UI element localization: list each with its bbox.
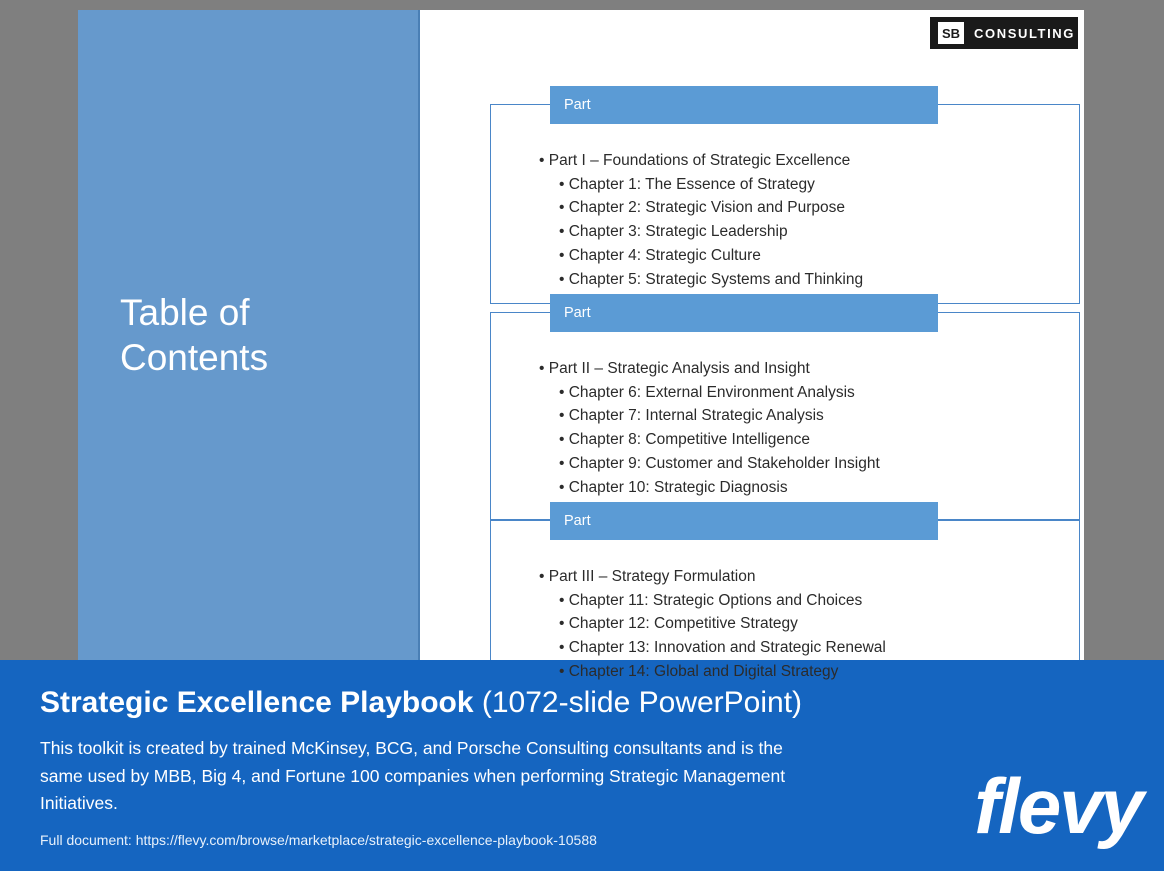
logo-mark: SB	[938, 22, 964, 44]
list-item: • Chapter 12: Competitive Strategy	[539, 612, 1067, 636]
flevy-logo: flevy	[974, 762, 1142, 850]
banner-title-rest: (1072-slide PowerPoint)	[473, 686, 803, 719]
list-item: • Chapter 14: Global and Digital Strategy	[539, 660, 1067, 684]
list-item: • Chapter 1: The Essence of Strategy	[539, 173, 1067, 197]
list-item: • Chapter 7: Internal Strategic Analysis	[539, 404, 1067, 428]
page-title: Table of Contents	[120, 291, 269, 378]
toc-bullet-list	[491, 521, 1079, 698]
toc-bullet-list	[491, 313, 1079, 513]
toc-part-header: Part	[550, 294, 938, 332]
list-item: • Chapter 2: Strategic Vision and Purpose	[539, 196, 1067, 220]
document-link[interactable]: Full document: https://flevy.com/browse/marketplace/strategic-excellence-playbook-10588	[40, 831, 597, 848]
toc-content-area	[418, 10, 1084, 680]
slide-canvas	[78, 10, 1084, 680]
toc-part-header: Part	[550, 502, 938, 540]
banner-description: This toolkit is created by trained McKinsey, BCG, and Porsche Consulting consultants and is the same used by MBB, Big 4, and Fortune 100 companies when performing Strategic Management Initiatives.	[40, 738, 786, 814]
toc-part-body	[490, 312, 1080, 520]
toc-part-body	[490, 520, 1080, 720]
banner-title-bold: Strategic Excellence Playbook	[40, 686, 474, 719]
list-item: • Part II – Strategic Analysis and Insight	[539, 357, 1067, 381]
list-item: • Chapter 3: Strategic Leadership	[539, 220, 1067, 244]
list-item: • Part I – Foundations of Strategic Excellence	[539, 149, 1067, 173]
list-item: • Chapter 8: Competitive Intelligence	[539, 428, 1067, 452]
toc-bullet-list	[491, 105, 1079, 305]
list-item: • Chapter 9: Customer and Stakeholder Insight	[539, 452, 1067, 476]
list-item: • Chapter 5: Strategic Systems and Thinking	[539, 268, 1067, 292]
slide-left-panel	[78, 10, 420, 660]
toc-part-body	[490, 104, 1080, 304]
list-item: • Chapter 11: Strategic Options and Choices	[539, 589, 1067, 613]
list-item: • Chapter 10: Strategic Diagnosis	[539, 476, 1067, 500]
list-item: • Chapter 13: Innovation and Strategic Renewal	[539, 636, 1067, 660]
list-item: • Part III – Strategy Formulation	[539, 565, 1067, 589]
toc-part-header: Part	[550, 86, 938, 124]
list-item: • Chapter 4: Strategic Culture	[539, 244, 1067, 268]
logo-text: CONSULTING	[974, 25, 1075, 41]
list-item: • Chapter 6: External Environment Analysis	[539, 381, 1067, 405]
